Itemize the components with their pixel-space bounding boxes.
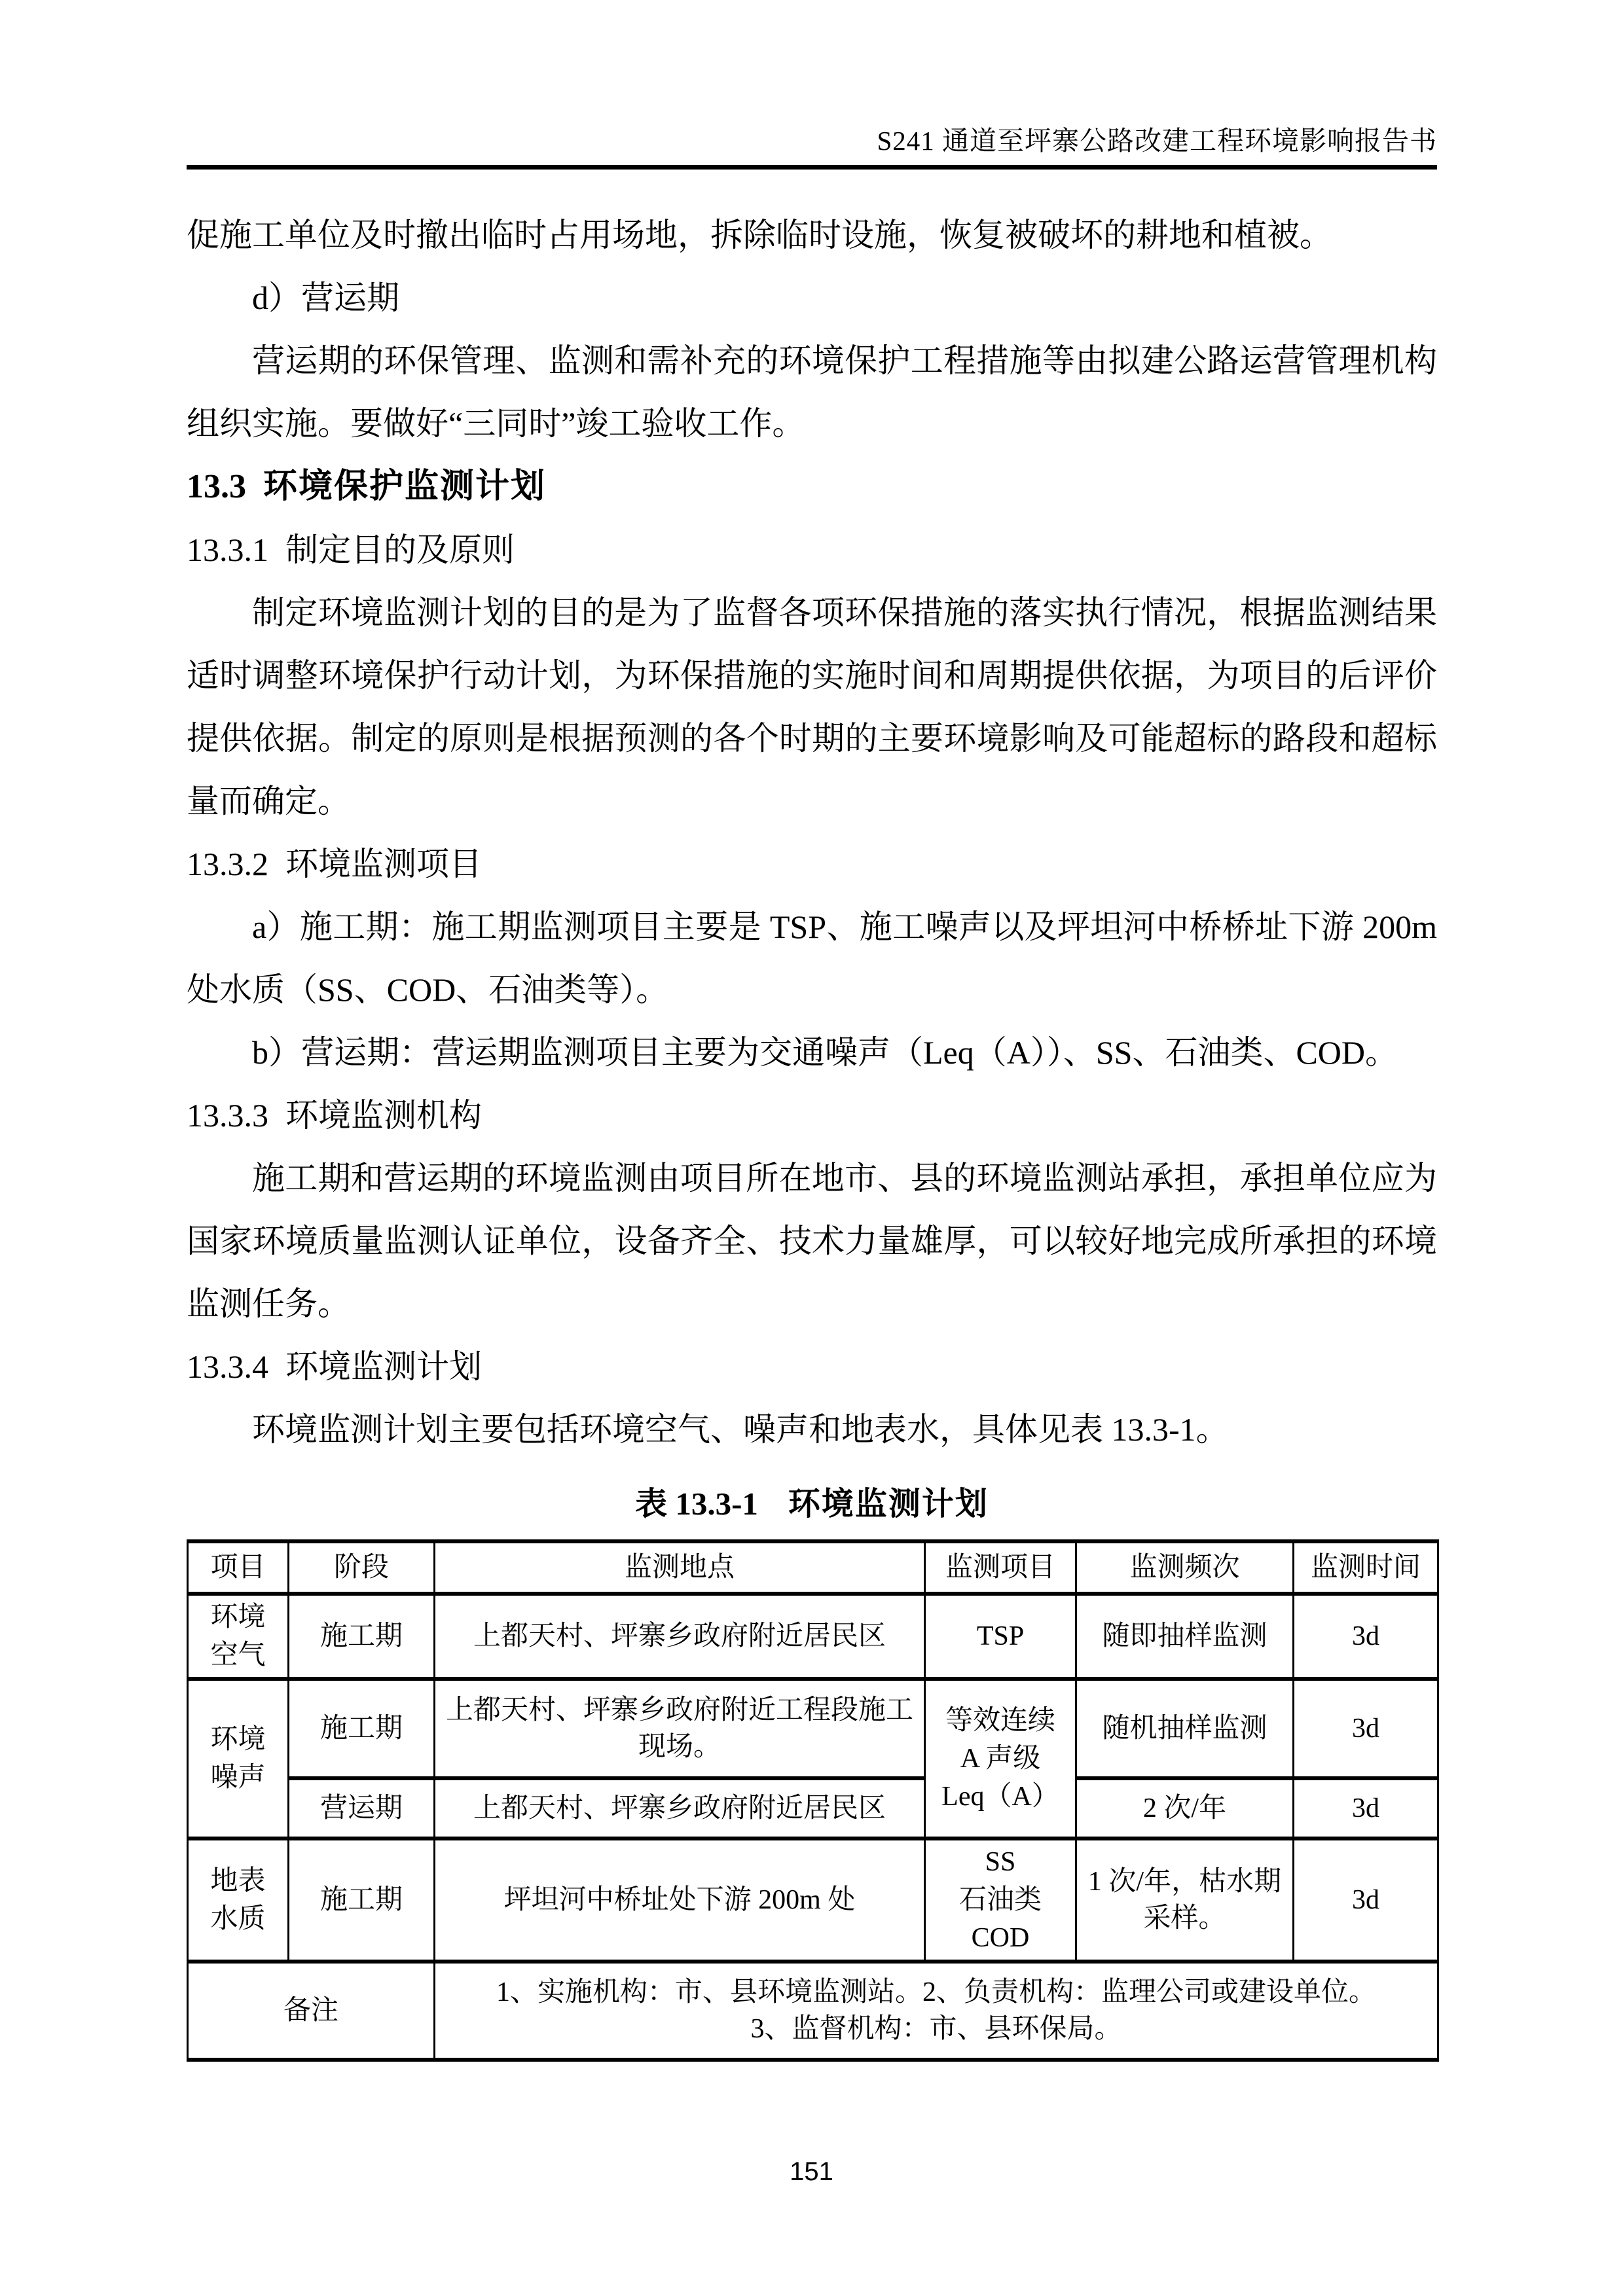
section-heading-13-3-2: [187, 833, 1437, 895]
cell-noise-construction-phase: 施工期: [289, 1679, 435, 1778]
table-row-noise-construction: [188, 1679, 1438, 1778]
section-heading-13-3-1: [187, 518, 1437, 581]
cell-remark-content: [435, 1962, 1438, 2060]
cell-noise-item: 环境 噪声: [188, 1679, 289, 1839]
paragraph-item-a: a）施工期：施工期监测项目主要是 TSP、施工噪声以及坪坦河中桥桥址下游 200m 处水质（SS、COD、石油类等）。: [187, 908, 1437, 1008]
cell-water-location: 坪坦河中桥址处下游 200m 处: [435, 1839, 925, 1962]
table-caption-title: 环境监测计划: [788, 1486, 989, 1522]
cell-noise-operation-location: 上都天村、坪寨乡政府附近居民区: [435, 1778, 925, 1839]
cell-air-frequency: 随即抽样监测: [1076, 1594, 1294, 1679]
column-header-duration: 监测时间: [1294, 1541, 1438, 1594]
cell-air-parameter: TSP: [925, 1594, 1076, 1679]
table-caption-number: 表 13.3-1: [635, 1486, 758, 1522]
monitoring-plan-table: [187, 1539, 1439, 2062]
column-header-phase: 阶段: [289, 1541, 435, 1594]
paragraph-plan: 环境监测计划主要包括环境空气、噪声和地表水，具体见表 13.3-1。: [252, 1411, 1229, 1448]
section-number: 13.3: [187, 468, 246, 505]
paragraph-purpose: 制定环境监测计划的目的是为了监督各项环保措施的落实执行情况，根据监测结果适时调整环境保护行动计划，为环保措施的实施时间和周期提供依据，为项目的后评价提供依据。制定的原则是根据预测的各个时期的主要环境影响及可能超标的路段和超标量而确定。: [187, 594, 1437, 819]
cell-noise-parameter: 等效连续 A 声级 Leq（A）: [925, 1679, 1076, 1839]
section-heading-13-3-4: [187, 1335, 1437, 1398]
page-number: 151: [790, 2157, 833, 2186]
section-number: 13.3.4: [187, 1348, 268, 1385]
paragraph-agency: 施工期和营运期的环境监测由项目所在地市、县的环境监测站承担，承担单位应为国家环境质量监测认证单位，设备齐全、技术力量雄厚，可以较好地完成所承担的环境监测任务。: [187, 1160, 1437, 1322]
cell-noise-construction-frequency: 随机抽样监测: [1076, 1679, 1294, 1778]
cell-water-phase: 施工期: [289, 1839, 435, 1962]
column-header-frequency: 监测频次: [1076, 1541, 1294, 1594]
column-header-parameter: 监测项目: [925, 1541, 1076, 1594]
column-header-location: 监测地点: [435, 1541, 925, 1594]
header-rule: [187, 165, 1437, 170]
cell-water-item: 地表 水质: [188, 1839, 289, 1962]
section-number: 13.3.2: [187, 846, 268, 882]
remark-line-1: 1、实施机构：市、县环境监测站。2、负责机构：监理公司或建设单位。: [496, 1977, 1376, 2007]
cell-noise-construction-location: 上都天村、坪寨乡政府附近工程段施工现场。: [435, 1679, 925, 1778]
cell-water-parameter: SS 石油类 COD: [925, 1839, 1076, 1962]
section-title: 制定目的及原则: [285, 531, 515, 568]
cell-air-item: 环境 空气: [188, 1594, 289, 1679]
table-row-noise-operation: [188, 1778, 1438, 1839]
cell-noise-construction-duration: 3d: [1294, 1679, 1438, 1778]
cell-noise-operation-frequency: 2 次/年: [1076, 1778, 1294, 1839]
section-number: 13.3.3: [187, 1097, 268, 1134]
running-header: [0, 0, 1623, 170]
cell-air-duration: 3d: [1294, 1594, 1438, 1679]
cell-water-frequency: 1 次/年，枯水期采样。: [1076, 1839, 1294, 1962]
table-header-row: [188, 1541, 1438, 1594]
list-item-d: d）营运期: [252, 279, 399, 316]
cell-noise-operation-duration: 3d: [1294, 1778, 1438, 1839]
cell-water-duration: 3d: [1294, 1839, 1438, 1962]
table-caption: [187, 1473, 1437, 1535]
section-title: 环境监测项目: [285, 846, 482, 882]
paragraph-operation-period: 营运期的环保管理、监测和需补充的环境保护工程措施等由拟建公路运营管理机构组织实施。要做好“三同时”竣工验收工作。: [187, 342, 1437, 442]
paragraph-item-b: b）营运期：营运期监测项目主要为交通噪声（Leq（A））、SS、石油类、COD。: [252, 1034, 1398, 1071]
table-row-air: [188, 1594, 1438, 1679]
cell-remark-label: 备注: [188, 1962, 435, 2060]
cell-noise-operation-phase: 营运期: [289, 1778, 435, 1839]
running-header-title: S241 通道至坪寨公路改建工程环境影响报告书: [877, 126, 1437, 156]
section-title: 环境监测计划: [285, 1348, 482, 1385]
section-number: 13.3.1: [187, 531, 268, 568]
column-header-item: 项目: [188, 1541, 289, 1594]
table-row-remark: [188, 1962, 1438, 2060]
paragraph-continuation: 促施工单位及时撤出临时占用场地，拆除临时设施，恢复被破坏的耕地和植被。: [187, 217, 1332, 253]
cell-air-location: 上都天村、坪寨乡政府附近居民区: [435, 1594, 925, 1679]
section-heading-13-3: [187, 455, 1437, 518]
table-row-surface-water: [188, 1839, 1438, 1962]
remark-line-2: 3、监督机构：市、县环保局。: [750, 2014, 1122, 2044]
section-title: 环境监测机构: [285, 1097, 482, 1134]
page-footer: [0, 2157, 1623, 2187]
document-body: [0, 204, 1623, 2062]
section-title: 环境保护监测计划: [263, 467, 547, 505]
cell-air-phase: 施工期: [289, 1594, 435, 1679]
section-heading-13-3-3: [187, 1084, 1437, 1147]
